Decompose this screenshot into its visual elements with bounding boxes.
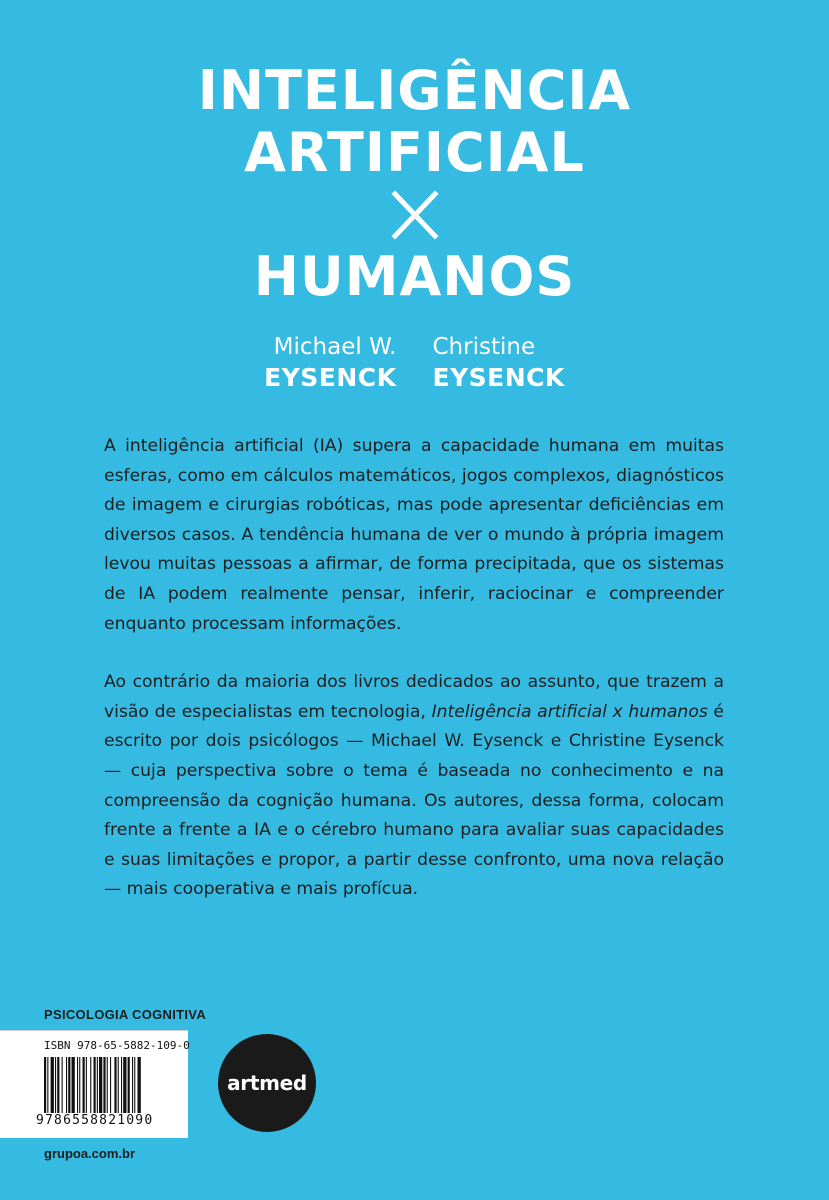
author-1 xyxy=(264,332,396,394)
title-line-2: ARTIFICIAL xyxy=(244,121,585,184)
barcode-icon xyxy=(44,1057,174,1113)
author-1-first-name: Michael W. xyxy=(273,334,397,360)
title-line-3: HUMANOS xyxy=(253,245,576,308)
barcode-digits: 9786558821090 xyxy=(36,1113,154,1128)
isbn-text: ISBN 978-65-5882-109-0 xyxy=(44,1039,190,1052)
book-title-italic: Inteligência artificial x humanos xyxy=(431,701,708,722)
book-title xyxy=(0,60,829,308)
publisher-website: grupoa.com.br xyxy=(44,1146,136,1161)
publisher-logo-text: artmed xyxy=(227,1071,307,1095)
authors xyxy=(0,332,829,394)
back-cover-blurb xyxy=(104,432,724,905)
title-line-1: INTELIGÊNCIA xyxy=(197,59,632,122)
author-1-last-name: EYSENCK xyxy=(264,363,397,392)
blurb-paragraph-2 xyxy=(104,668,724,905)
blurb-paragraph-2-start: Ao contrário da maioria dos livros dedicados ao assunto, que trazem a visão de especialistas em tecnologia, xyxy=(104,672,724,722)
author-2-last-name: EYSENCK xyxy=(432,363,565,392)
blurb-paragraph-2-end: é escrito por dois psicólogos — Michael W. Eysenck e Christine Eysenck — cuja perspectiva sobre o tema é baseada no conhecimento e na compreensão da cognição humana. Os autores, dessa forma, colocam frente a frente a IA e o cérebro humano para avaliar suas capacidades e suas limitações e propor, a partir desse confronto, uma nova relação — mais cooperativa e mais profícua. xyxy=(104,701,725,900)
barcode-panel xyxy=(0,1030,188,1138)
blurb-paragraph-1: A inteligência artificial (IA) supera a capacidade humana em muitas esferas, como em cálculos matemáticos, jogos complexos, diagnósticos de imagem e cirurgias robóticas, mas pode apresentar deficiências em diversos casos. A tendência humana de ver o mundo à própria imagem levou muitas pessoas a afirmar, de forma precipitada, que os sistemas de IA podem realmente pensar, inferir, raciocinar e compreender enquanto processam informações. xyxy=(104,436,724,634)
publisher-logo xyxy=(218,1034,316,1132)
category-label: PSICOLOGIA COGNITIVA xyxy=(44,1007,207,1022)
author-2 xyxy=(433,332,565,394)
author-2-first-name: Christine xyxy=(432,334,536,360)
times-icon xyxy=(385,184,445,246)
